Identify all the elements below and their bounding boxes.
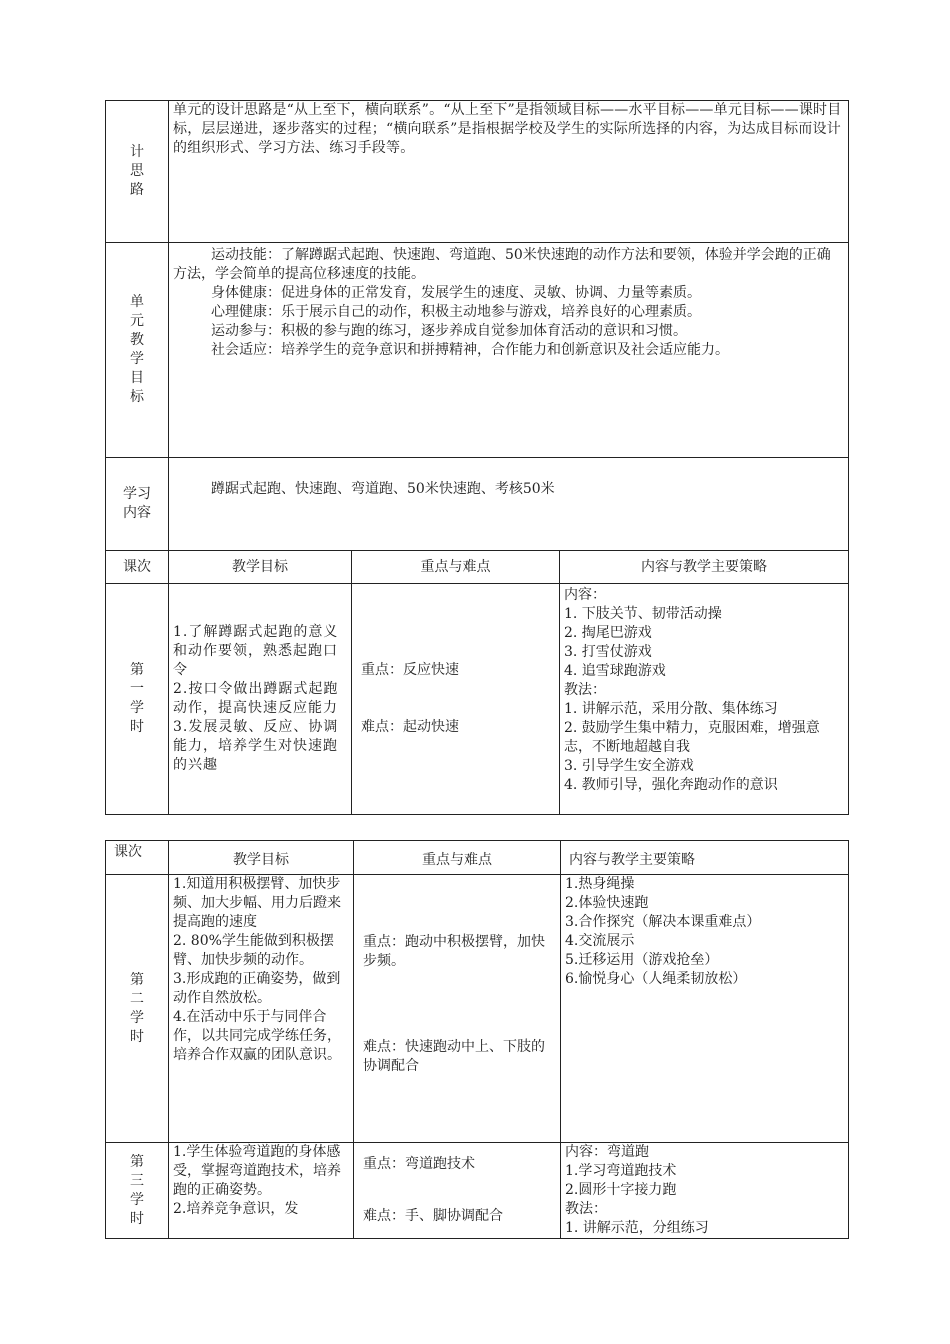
lesson2-strategy: 1.热身绳操 2.体验快速跑 3.合作探究（解决本课重难点） 4.交流展示 5.迁移运用（游戏抢垒） 6.愉悦身心（人绳柔韧放松） xyxy=(561,875,849,1143)
design-text: 单元的设计思路是“从上至下，横向联系”。“从上至下”是指领域目标——水平目标——单元目标——课时目标，层层递进，逐步落实的过程；“横向联系”是指根据学校及学生的实际所选择的内容，为达成目标而设计的组织形式、学习方法、练习手段等。 xyxy=(169,101,849,243)
lesson1-key-points: 重点：反应快速 难点：起动快速 xyxy=(352,584,560,815)
lesson3-label: 第 三 学 时 xyxy=(106,1143,169,1239)
design-label: 计 思 路 xyxy=(106,101,169,243)
lesson2-key-points: 重点：跑动中积极摆臂，加快步频。 难点：快速跑动中上、下肢的协调配合 xyxy=(354,875,561,1143)
unit-goals-text: 运动技能：了解蹲踞式起跑、快速跑、弯道跑、50米快速跑的动作方法和要领，体验并学会跑的正确方法，学会简单的提高位移速度的技能。 身体健康：促进身体的正常发育，发展学生的速度、灵敏、协调、力量等素质。 心理健康：乐于展示自己的动作，积极主动地参与游戏，培养良好的心理素质。 运动参与：积极的参与跑的练习，逐步养成自觉参加体育活动的意识和习惯。 社会适应：培养学生的竞争意识和拼搏精神，合作能力和创新意识及社会适应能力。 xyxy=(169,243,849,458)
lesson3-goals: 1.学生体验弯道跑的身体感受，掌握弯道跑技术，培养跑的正确姿势。 2.培养竞争意识，发 xyxy=(169,1143,354,1239)
lesson1-goals: 1.了解蹲踞式起跑的意义和动作要领，熟悉起跑口令 2.按口令做出蹲踞式起跑动作，提高快速反应能力 3.发展灵敏、反应、协调能力，培养学生对快速跑的兴趣 xyxy=(169,584,352,815)
header-goals: 教学目标 xyxy=(169,841,354,875)
header-lesson: 课次 xyxy=(106,841,169,875)
content-label: 学习 内容 xyxy=(106,458,169,551)
header-lesson: 课次 xyxy=(106,551,169,584)
header-key-points: 重点与难点 xyxy=(354,841,561,875)
lesson1-label: 第 一 学 时 xyxy=(106,584,169,815)
lesson2-goals: 1.知道用积极摆臂、加快步频、加大步幅、用力后蹬来提高跑的速度 2. 80%学生能做到积极摆臂、加快步频的动作。 3.形成跑的正确姿势，做到动作自然放松。 4.在活动中乐于与同伴合作，以共同完成学练任务，培养合作双赢的团队意识。 xyxy=(169,875,354,1143)
lesson2-label: 第 二 学 时 xyxy=(106,875,169,1143)
lesson-plan-table-continued xyxy=(105,840,849,1239)
unit-goals-label: 单 元 教 学 目 标 xyxy=(106,243,169,458)
unit-plan-table xyxy=(105,100,849,815)
lesson3-key-points: 重点：弯道跑技术 难点：手、脚协调配合 xyxy=(354,1143,561,1239)
header-strategy: 内容与教学主要策略 xyxy=(560,551,849,584)
header-strategy: 内容与教学主要策略 xyxy=(561,841,849,875)
header-goals: 教学目标 xyxy=(169,551,352,584)
content-text: 蹲踞式起跑、快速跑、弯道跑、50米快速跑、考核50米 xyxy=(169,458,849,551)
header-key-points: 重点与难点 xyxy=(352,551,560,584)
lesson3-strategy: 内容：弯道跑 1.学习弯道跑技术 2.圆形十字接力跑 教法： 1. 讲解示范，分组练习 xyxy=(561,1143,849,1239)
lesson1-strategy: 内容： 1. 下肢关节、韧带活动操 2. 掏尾巴游戏 3. 打雪仗游戏 4. 追雪球跑游戏 教法： 1. 讲解示范，采用分散、集体练习 2. 鼓励学生集中精力，克服困难，增强意志，不断地超越自我 3. 引导学生安全游戏 4. 教师引导，强化奔跑动作的意识 xyxy=(560,584,849,815)
